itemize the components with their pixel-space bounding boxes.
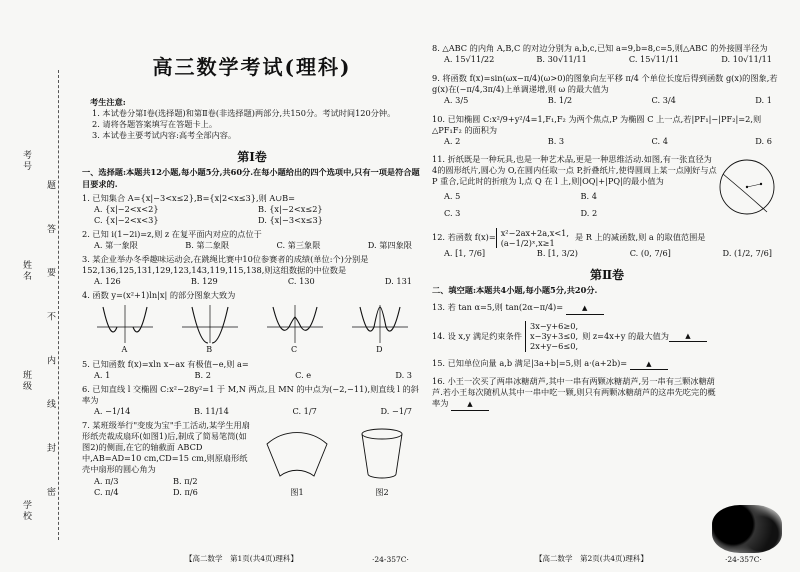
question-15 <box>432 358 782 370</box>
question-4: 4. 函数 y=(x²+1)ln|x| 的部分图象大致为 <box>82 290 236 301</box>
blank-marker: ▲ <box>646 359 652 368</box>
q10-option-a: A. 2 <box>444 136 461 147</box>
q5-option-a: A. 1 <box>94 369 111 380</box>
footer-right-page: 【高二数学 第2页(共4页)理科】 <box>535 554 648 563</box>
q4-graph-c <box>265 303 325 345</box>
q10-option-c: C. 4 <box>651 136 668 147</box>
q4-label-a: A <box>121 345 128 355</box>
part1-heading: 一、选择题:本题共12小题,每小题5分,共60分.在每小题给出的四个选项中,只有一项是符合题目要求的. <box>82 167 420 189</box>
q11-option-a: A. 5 <box>444 190 461 201</box>
pen-holder-figure <box>352 424 412 484</box>
q3-option-c: C. 130 <box>287 276 315 286</box>
question-1: 1. 已知集合 A={x|−3<x≤2},B={x|2<x≤3},则 A∪B= <box>82 192 296 203</box>
q10-option-d: D. 6 <box>755 136 772 147</box>
footer-left-page: 【高二数学 第1页(共4页)理科】 <box>185 554 298 563</box>
q4-graph-d <box>350 303 410 345</box>
q11-option-d: D. 2 <box>580 207 598 218</box>
q6-option-d: D. −1/7 <box>380 406 412 417</box>
q12-option-d: D. (1/2, 7/6] <box>722 248 772 258</box>
notice-3: 3. 本试卷主要考试内容:高考全部内容。 <box>92 130 237 141</box>
seal-dashed-line <box>58 70 59 540</box>
q6-option-b: B. 11/14 <box>194 406 229 417</box>
question-8: 8. △ABC 的内角 A,B,C 的对边分别为 a,b,c,已知 a=9,b=8,c=5,则△ABC 的外接圆半径为 <box>432 43 768 53</box>
right-column <box>432 40 782 411</box>
binding-strip <box>0 0 80 572</box>
class-label: 班级 <box>21 370 31 392</box>
q9-option-d: D. 1 <box>755 95 772 106</box>
question-13 <box>432 302 782 314</box>
q2-option-d: D. 第四象限 <box>367 239 412 250</box>
q11-option-b: B. 4 <box>580 190 597 201</box>
q3-option-b: B. 129 <box>190 276 218 286</box>
section-2-title: 第Ⅱ卷 <box>589 268 625 283</box>
q4-graph-b <box>180 303 240 345</box>
q4-graph-a <box>95 303 155 345</box>
footer-right-code: ·24-357C· <box>725 555 762 564</box>
q1-option-d: D. {x|−3<x≤3} <box>258 214 323 225</box>
q13-text: 13. 若 tan α=5,则 tan(2α−π/4)= <box>432 302 564 313</box>
q2-option-c: C. 第三象限 <box>276 239 321 250</box>
q14-constraints <box>525 321 578 352</box>
q12-option-c: C. (0, 7/6] <box>629 248 671 258</box>
q14-constraint-3: 2x+y−6≤0, <box>530 341 579 352</box>
exam-title: 高三数学考试(理科) <box>152 55 352 79</box>
q7-option-c: C. π/4 <box>94 486 119 497</box>
notice-2: 2. 请将各题答案填写在答题卡上。 <box>92 119 218 130</box>
notice-title: 考生注意: <box>90 97 126 107</box>
question-6: 6. 已知直线 l 交椭圆 C:x²−28y²=1 于 M,N 两点,且 MN 的中点为(−2,−11),则直线 l 的斜率为 <box>82 384 419 406</box>
q12-prefix: 12. 若函数 f(x)= <box>432 232 496 243</box>
q14-constraint-1: 3x−y+6≥0, <box>530 320 579 331</box>
q14-suffix: 则 z=4x+y 的最大值为 <box>582 330 669 341</box>
q1-option-a: A. {x|−2<x<2} <box>94 203 159 214</box>
q4-label-c: C <box>291 345 298 355</box>
q4-graphs <box>82 303 422 345</box>
q15-text: 15. 已知单位向量 a,b 满足|3a+b|=5,则 a·(a+2b)= <box>432 357 628 368</box>
question-12 <box>432 228 782 249</box>
q1-option-c: C. {x|−2<x<3} <box>94 214 159 225</box>
question-5: 5. 已知函数 f(x)=xln x−ax 有极值−e,则 a= <box>82 358 249 369</box>
fan-ring-figure <box>262 424 332 484</box>
part2-heading: 二、填空题:本题共4小题,每小题5分,共20分. <box>432 285 598 296</box>
blank-marker: ▲ <box>582 304 588 313</box>
folded-circle-figure <box>717 154 777 220</box>
q12-suffix: 是 R 上的减函数,则 a 的取值范围是 <box>575 232 706 243</box>
q2-option-b: B. 第二象限 <box>185 239 230 250</box>
q9-option-c: C. 3/4 <box>651 95 676 106</box>
q16-answer-blank[interactable] <box>451 398 489 410</box>
footer-left-code: ·24-357C· <box>372 555 409 564</box>
q8-option-a: A. 15√11/22 <box>444 54 495 65</box>
q3-option-d: D. 131 <box>384 276 412 286</box>
q6-option-c: C. 1/7 <box>292 406 317 417</box>
school-label: 学校 <box>21 500 31 522</box>
name-label: 姓名 <box>21 260 31 282</box>
q13-answer-blank[interactable] <box>566 302 604 314</box>
q12-case-1: x²−2ax+2a,x<1, <box>500 227 569 238</box>
q11-option-c: C. 3 <box>444 207 461 218</box>
q7-option-b: B. π/2 <box>173 475 198 486</box>
question-9: 9. 将函数 f(x)=sin(ωx−π/4)(ω>0)的图象向左平移 π/4 个单位长度后得到函数 g(x)的图象,若 g(x)在(−π/4,3π/4)上单调递增,则 ω 的最大值为 <box>432 73 778 95</box>
seal-text: 题 答 要 不 内 线 封 密 <box>45 180 55 513</box>
q1-option-b: B. {x|−2<x≤2} <box>258 203 323 214</box>
kaohao-label: 考号 <box>21 150 31 172</box>
question-7: 7. 某班级举行"变废为宝"手工活动,某学生用扇形纸壳裁成扇环(如图1)后,制成了简易笔筒(如图2)的侧面,在它的轴截面 ABCD 中,AB=AD=10 cm,CD=15 cm,则原扇形纸壳中扇形的圆心角为 <box>82 420 250 475</box>
question-11: 11. 折纸既是一种玩具,也是一种艺术品,更是一种思维活动.如图,有一张直径为4的圆形纸片,圆心为 O,在圆内任取一点 P,折叠纸片,使得圆周上某一点刚好与点 P 重合,记此时的折痕为 l,点 Q 在 l 上,则|OQ|+|PQ|的最小值为 <box>432 153 717 186</box>
q10-option-b: B. 3 <box>547 136 565 147</box>
notice-1: 1. 本试卷分第Ⅰ卷(选择题)和第Ⅱ卷(非选择题)两部分,共150分。考试时间120分钟。 <box>92 108 396 119</box>
q2-option-a: A. 第一象限 <box>94 239 138 250</box>
figure-1-label: 图1 <box>290 486 304 497</box>
question-3: 3. 某企业举办冬季趣味运动会,在跳绳比赛中10位参赛者的成绩(单位:个)分别是152,136,125,131,129,123,143,119,115,138,则这组数据的中位数是 <box>82 253 369 275</box>
q9-option-b: B. 1/2 <box>547 95 573 106</box>
q12-option-b: B. [1, 3/2) <box>536 248 578 258</box>
left-column <box>82 40 422 498</box>
q12-option-a: A. [1, 7/6] <box>444 248 486 258</box>
question-2: 2. 已知 i(1−2i)=z,则 z 在复平面内对应的点位于 <box>82 228 262 239</box>
q8-option-b: B. 30√11/11 <box>536 54 587 65</box>
q5-option-b: B. 2 <box>194 369 211 380</box>
q5-option-d: D. 3 <box>395 369 412 380</box>
q7-option-a: A. π/3 <box>94 475 119 486</box>
q5-option-c: C. e <box>295 369 312 380</box>
q14-prefix: 14. 设 x,y 满足约束条件 <box>432 330 522 341</box>
q4-label-b: B <box>206 345 213 355</box>
q12-case-2: (a−1/2)ˣ,x≥1 <box>500 237 555 248</box>
question-10: 10. 已知椭圆 C:x²/9+y²/4=1,F₁,F₂ 为两个焦点,P 为椭圆 C 上一点,若|PF₁|−|PF₂|=2,则△PF₁F₂ 的面积为 <box>432 114 762 136</box>
q16-text: 16. 小王一次买了两串冰糖葫芦,其中一串有两颗冰糖葫芦,另一串有三颗冰糖葫芦.若小王每次随机从其中一串中吃一颗,则只有两颗冰糖葫芦的这串先吃完的概率为 <box>432 375 716 409</box>
q4-label-d: D <box>376 345 383 355</box>
q9-option-a: A. 3/5 <box>444 95 469 106</box>
figure-2-label: 图2 <box>375 486 389 497</box>
q15-answer-blank[interactable] <box>630 358 668 370</box>
q6-option-a: A. −1/14 <box>94 406 131 417</box>
q8-option-c: C. 15√11/11 <box>628 54 680 65</box>
blank-marker: ▲ <box>467 400 473 409</box>
q12-piecewise <box>496 228 569 249</box>
question-16 <box>432 376 717 411</box>
tanghulu-picture <box>712 505 782 553</box>
q3-option-a: A. 126 <box>94 276 121 286</box>
q14-constraint-2: x−3y+3≤0, <box>530 331 579 341</box>
q14-answer-blank[interactable] <box>669 330 707 342</box>
question-14 <box>432 321 782 352</box>
q7-option-d: D. π/6 <box>173 486 198 497</box>
q8-option-d: D. 10√11/11 <box>721 54 772 65</box>
blank-marker: ▲ <box>685 331 691 340</box>
section-1-title: 第Ⅰ卷 <box>237 150 267 165</box>
